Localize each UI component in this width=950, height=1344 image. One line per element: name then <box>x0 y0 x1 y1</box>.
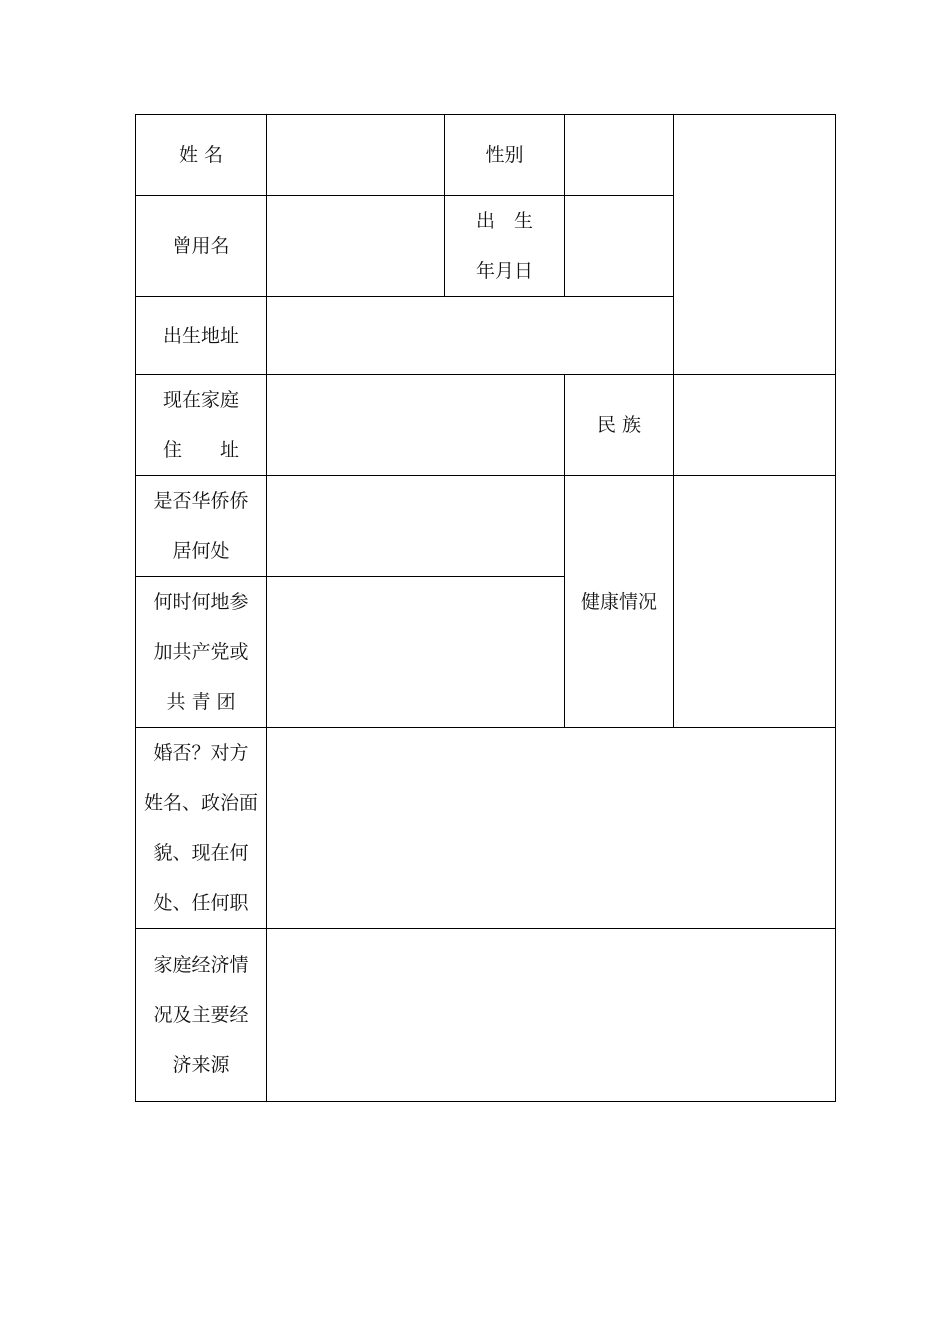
former-name-label: 曾用名 <box>172 235 230 257</box>
birth-date-label: 出 生 年月日 <box>475 210 533 282</box>
birth-address-field[interactable] <box>267 297 674 375</box>
ethnicity-value <box>674 425 835 426</box>
birth-address-value <box>267 335 673 336</box>
personal-info-form <box>135 114 836 1102</box>
party-join-label: 何时何地参 加共产党或 共 青 团 <box>153 591 249 713</box>
ethnicity-label: 民 族 <box>596 414 642 436</box>
family-economy-label-cell <box>136 929 267 1102</box>
gender-label: 性别 <box>485 144 524 166</box>
overseas-label: 是否华侨侨 居何处 <box>153 490 249 562</box>
health-label: 健康情况 <box>580 590 657 613</box>
marriage-label-cell <box>136 728 267 929</box>
home-address-label-cell <box>136 375 267 476</box>
family-economy-value <box>267 1015 835 1016</box>
gender-label-cell <box>445 115 565 196</box>
overseas-label-cell <box>136 476 267 577</box>
marriage-value <box>267 828 835 829</box>
birth-date-field[interactable] <box>565 196 674 297</box>
health-label-cell <box>565 476 674 728</box>
name-value <box>267 155 444 156</box>
ethnicity-label-cell <box>565 375 674 476</box>
name-field[interactable] <box>267 115 445 196</box>
party-join-label-cell <box>136 577 267 728</box>
former-name-label-cell <box>136 196 267 297</box>
home-address-value <box>267 425 564 426</box>
birth-date-value <box>565 246 673 247</box>
home-address-label: 现在家庭 住 址 <box>162 389 239 461</box>
name-label-cell <box>136 115 267 196</box>
overseas-field[interactable] <box>267 476 565 577</box>
marriage-label: 婚否？对方 姓名、政治面 貌、现在何 处、任何职 <box>143 742 258 914</box>
marriage-field[interactable] <box>267 728 836 929</box>
birth-address-label: 出生地址 <box>162 324 239 347</box>
photo-cell[interactable] <box>674 115 836 375</box>
birth-date-label-cell <box>445 196 565 297</box>
party-join-field[interactable] <box>267 577 565 728</box>
family-economy-label: 家庭经济情 况及主要经 济来源 <box>153 954 249 1076</box>
birth-address-label-cell <box>136 297 267 375</box>
gender-field[interactable] <box>565 115 674 196</box>
former-name-field[interactable] <box>267 196 445 297</box>
photo-value <box>674 244 835 245</box>
ethnicity-field[interactable] <box>674 375 836 476</box>
home-address-field[interactable] <box>267 375 565 476</box>
party-join-value <box>267 652 564 653</box>
health-field[interactable] <box>674 476 836 728</box>
overseas-value <box>267 526 564 527</box>
family-economy-field[interactable] <box>267 929 836 1102</box>
name-label: 姓 名 <box>178 144 224 166</box>
health-value <box>674 601 835 602</box>
gender-value <box>565 155 673 156</box>
former-name-value <box>267 246 444 247</box>
